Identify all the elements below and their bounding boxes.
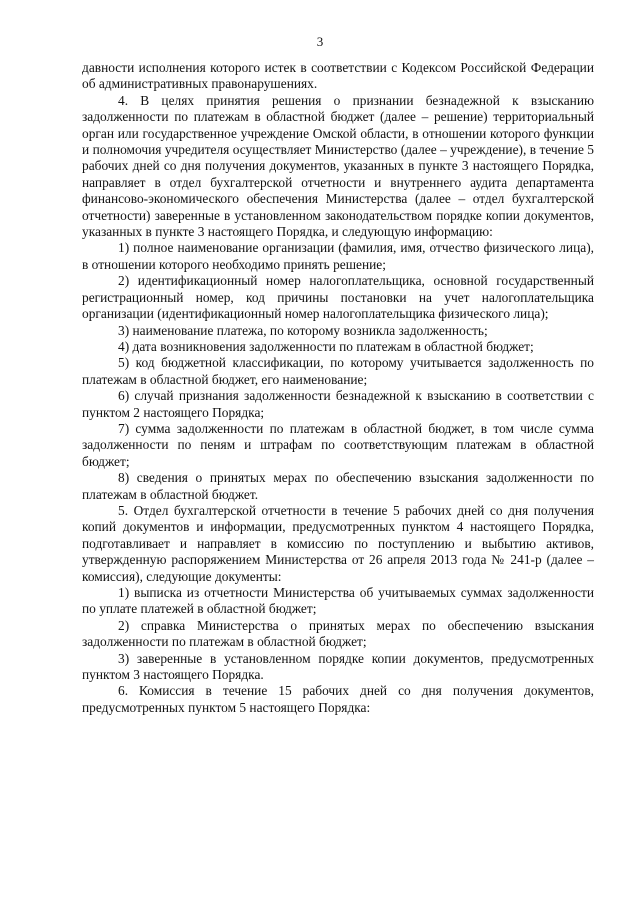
list-item-4-8: 8) сведения о принятых мерах по обеспечению взыскания задолженности по платежам в областной бюджет. xyxy=(82,470,594,502)
paragraph-item-6: 6. Комиссия в течение 15 рабочих дней со дня получения документов, предусмотренных пунктом 5 настоящего Порядка: xyxy=(82,683,594,715)
list-item-4-7: 7) сумма задолженности по платежам в областной бюджет, в том числе сумма задолженности по пеням и штрафам по соответствующим платежам в областной бюджет; xyxy=(82,420,594,469)
document-body xyxy=(82,60,594,716)
list-item-4-5: 5) код бюджетной классификации, по которому учитывается задолженность по платежам в областной бюджет, его наименование; xyxy=(82,355,594,387)
list-item-5-3: 3) заверенные в установленном порядке копии документов, предусмотренных пунктом 3 настоящего Порядка. xyxy=(82,650,594,683)
paragraph-item-5: 5. Отдел бухгалтерской отчетности в течение 5 рабочих дней со дня получения копий документов и информации, предусмотренных пунктом 4 настоящего Порядка, подготавливает и направляет в комиссию по поступлению и выбытию активов, утвержденную распоряжением Министерства от 26 апреля 2013 года № 241-р (далее – комиссия), следующие документы: xyxy=(82,502,594,584)
paragraph-continuation: давности исполнения которого истек в соответствии с Кодексом Российской Федерации об административных правонарушениях. xyxy=(82,60,594,92)
list-item-4-6: 6) случай признания задолженности безнадежной к взысканию в соответствии с пунктом 2 настоящего Порядка; xyxy=(82,388,594,420)
list-item-4-4: 4) дата возникновения задолженности по платежам в областной бюджет; xyxy=(118,338,534,354)
paragraph-item-4: 4. В целях принятия решения о признании безнадежной к взысканию задолженности по платежам в областной бюджет (далее – решение) территориальный орган или государственное учреждение Омской области, в отношении которого функции и полномочия учредителя осуществляет Министерство (далее – учреждение), в течение 5 рабочих дней со дня получения документов, указанных в пункте 3 настоящего Порядка, направляет в отдел бухгалтерской отчетности и внутреннего аудита департамента финансово-экономического обеспечения Министерства (далее – отдел бухгалтерской отчетности) заверенные в установленном законодательством порядке копии документов, указанных в пункте 3 настоящего Порядка, и следующую информацию: xyxy=(82,92,594,240)
page-number: 3 xyxy=(316,34,324,49)
list-item-4-3: 3) наименование платежа, по которому возникла задолженность; xyxy=(118,322,488,338)
list-item-5-1: 1) выписка из отчетности Министерства об учитываемых суммах задолженности по уплате платежей в областной бюджет; xyxy=(82,585,594,617)
list-item-4-1: 1) полное наименование организации (фамилия, имя, отчество физического лица), в отношении которого необходимо принять решение; xyxy=(82,240,594,272)
list-item-4-2: 2) идентификационный номер налогоплательщика, основной государственный регистрационный номер, код причины постановки на учет налогоплательщика организации (идентификационный номер налогоплательщика физического лица); xyxy=(82,273,594,322)
list-item-5-2: 2) справка Министерства о принятых мерах по обеспечению взыскания задолженности по платежам в областной бюджет; xyxy=(82,617,594,650)
